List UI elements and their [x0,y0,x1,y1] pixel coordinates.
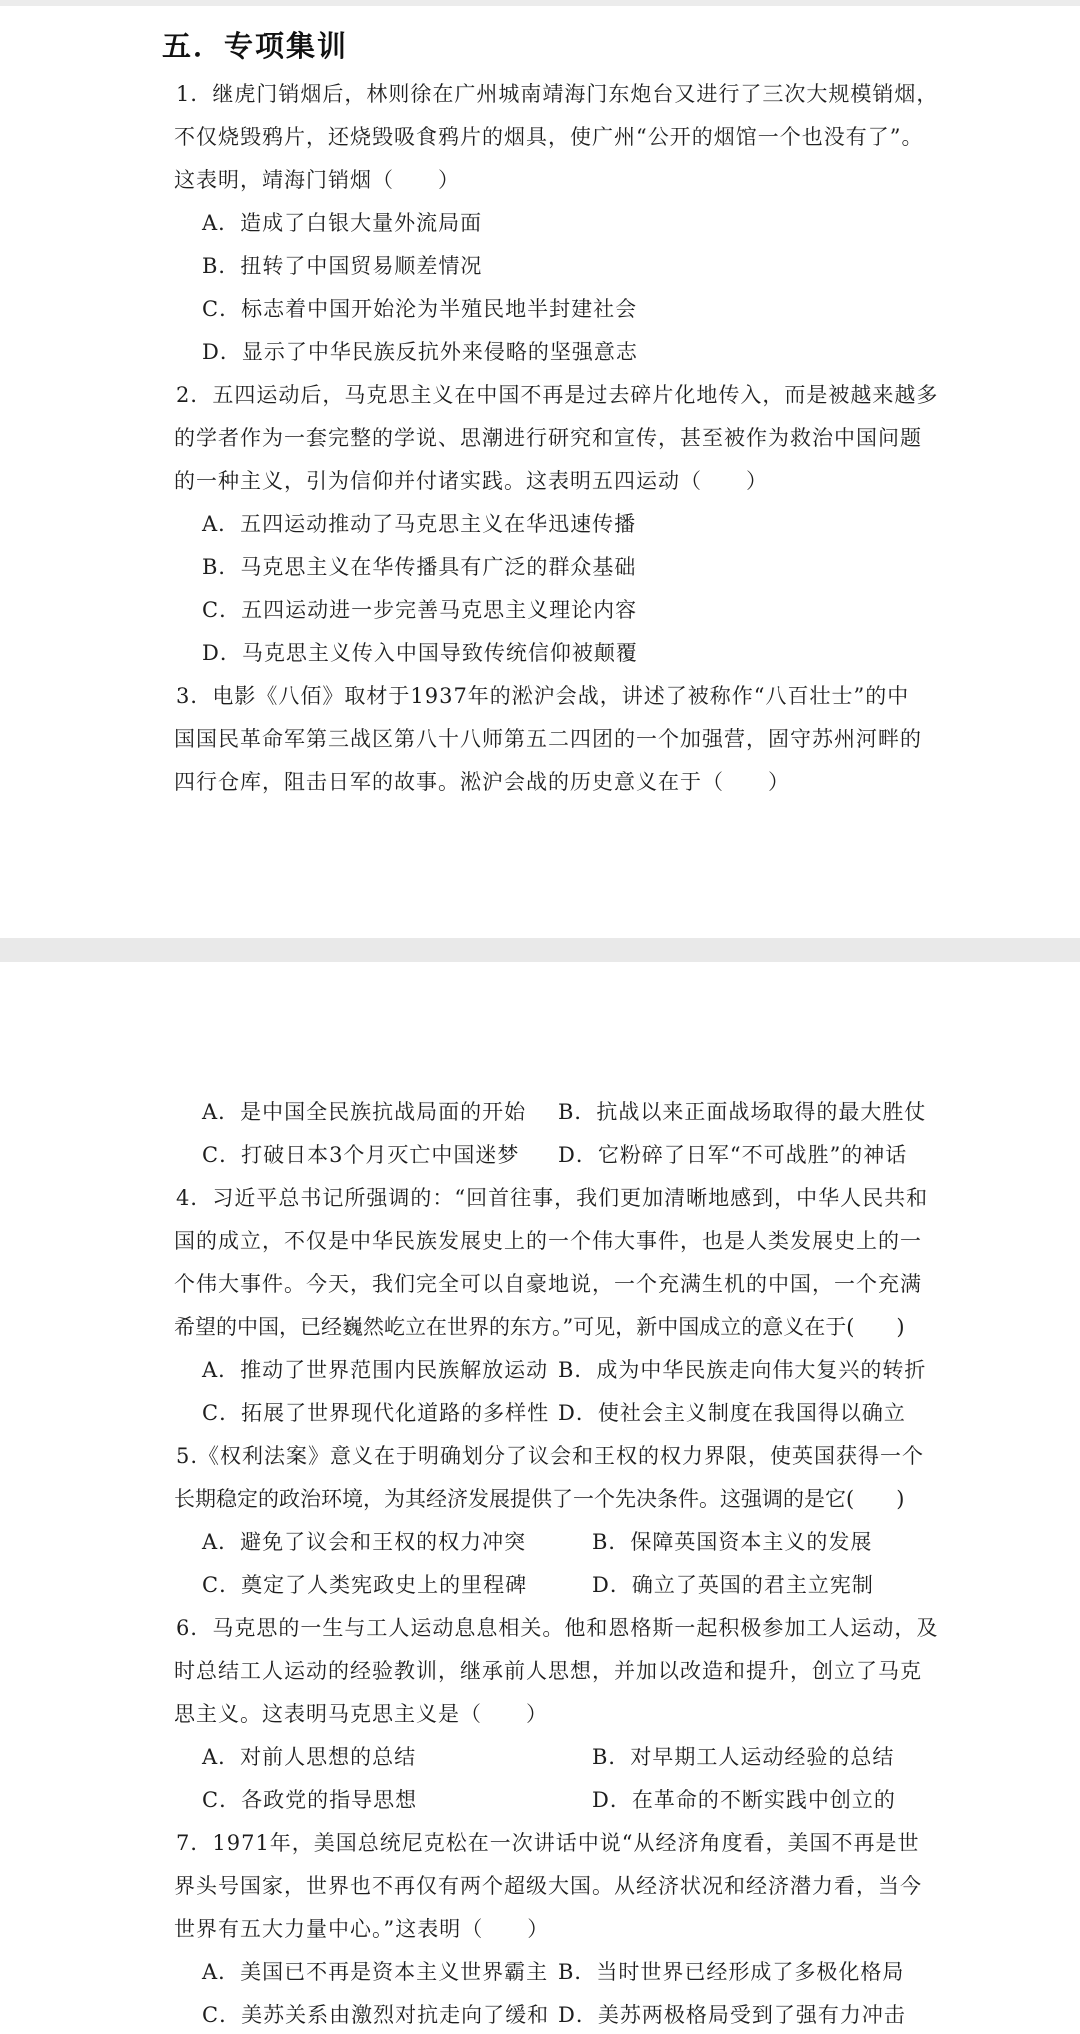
question-1-line-1: 1．继虎门销烟后，林则徐在广州城南靖海门东炮台又进行了三次大规模销烟， [176,82,939,106]
question-5-option-d: D．确立了英国的君主立宪制 [592,1573,874,1597]
question-3-option-a: A．是中国全民族抗战局面的开始 [202,1100,527,1124]
question-3-option-c: C．打破日本3个月灭亡中国迷梦 [202,1143,520,1167]
question-2-option-a: A．五四运动推动了马克思主义在华迅速传播 [202,512,637,536]
section-title: 五．专项集训 [162,29,349,63]
question-2-line-2: 的学者作为一套完整的学说、思潮进行研究和宣传，甚至被作为救治中国问题 [174,426,922,450]
question-2-option-d: D．马克思主义传入中国导致传统信仰被颠覆 [202,641,638,665]
question-4-option-d: D．使社会主义制度在我国得以确立 [558,1401,906,1425]
question-5-option-a: A．避免了议会和王权的权力冲突 [202,1530,527,1554]
question-6-option-c: C．各政党的指导思想 [202,1788,418,1812]
question-3-line-2: 国国民革命军第三战区第八十八师第五二四团的一个加强营，固守苏州河畔的 [174,727,922,751]
question-3-option-d: D．它粉碎了日军“不可战胜”的神话 [558,1143,908,1167]
question-6-option-d: D．在革命的不断实践中创立的 [592,1788,896,1812]
question-3-line-3: 四行仓库，阻击日军的故事。淞沪会战的历史意义在于（ ） [174,770,790,794]
question-1-option-c: C．标志着中国开始沦为半殖民地半封建社会 [202,297,638,321]
question-7-option-a: A．美国已不再是资本主义世界霸主 [202,1960,549,1984]
question-1-option-b: B．扭转了中国贸易顺差情况 [202,254,483,278]
question-5-line-2: 长期稳定的政治环境，为其经济发展提供了一个先决条件。这强调的是它( ) [174,1487,905,1511]
question-7-option-c: C．美苏关系由激烈对抗走向了缓和 [202,2003,550,2027]
question-4-line-2: 国的成立，不仅是中华民族发展史上的一个伟大事件，也是人类发展史上的一 [174,1229,922,1253]
question-6-option-b: B．对早期工人运动经验的总结 [592,1745,895,1769]
question-4-option-a: A．推动了世界范围内民族解放运动 [202,1358,549,1382]
question-4-line-4: 希望的中国，已经巍然屹立在世界的东方。”可见，新中国成立的意义在于( ) [174,1315,905,1339]
question-7-line-1: 7．1971年，美国总统尼克松在一次讲话中说“从经济角度看，美国不再是世 [176,1831,920,1855]
question-6-line-1: 6．马克思的一生与工人运动息息相关。他和恩格斯一起积极参加工人运动，及 [176,1616,939,1640]
question-3-line-1: 3．电影《八佰》取材于1937年的淞沪会战，讲述了被称作“八百壮士”的中 [176,684,910,708]
question-4-option-c: C．拓展了世界现代化道路的多样性 [202,1401,550,1425]
question-1-line-3: 这表明，靖海门销烟（ ） [174,168,460,192]
question-7-line-2: 界头号国家，世界也不再仅有两个超级大国。从经济状况和经济潜力看，当今 [174,1874,922,1898]
question-5-option-b: B．保障英国资本主义的发展 [592,1530,873,1554]
page-separator [0,938,1080,962]
question-4-line-1: 4．习近平总书记所强调的：“回首往事，我们更加清晰地感到，中华人民共和 [176,1186,929,1210]
question-2-option-b: B．马克思主义在华传播具有广泛的群众基础 [202,555,637,579]
question-3-option-b: B．抗战以来正面战场取得的最大胜仗 [558,1100,927,1124]
question-7-option-b: B．当时世界已经形成了多极化格局 [558,1960,905,1984]
question-4-option-b: B．成为中华民族走向伟大复兴的转折 [558,1358,927,1382]
question-6-option-a: A．对前人思想的总结 [202,1745,417,1769]
question-7-option-d: D．美苏两极格局受到了强有力冲击 [558,2003,906,2027]
question-1-option-a: A．造成了白银大量外流局面 [202,211,483,235]
worksheet-page-1 [0,0,1080,938]
question-5-line-1: 5.《权利法案》意义在于明确划分了议会和王权的权力界限，使英国获得一个 [176,1444,925,1468]
question-7-line-3: 世界有五大力量中心。”这表明（ ） [174,1917,550,1941]
question-6-line-2: 时总结工人运动的经验教训，继承前人思想，并加以改造和提升，创立了马克 [174,1659,922,1683]
question-1-line-2: 不仅烧毁鸦片，还烧毁吸食鸦片的烟具，使广州“公开的烟馆一个也没有了”。 [174,125,924,149]
question-2-line-1: 2．五四运动后，马克思主义在中国不再是过去碎片化地传入，而是被越来越多 [176,383,939,407]
question-1-option-d: D．显示了中华民族反抗外来侵略的坚强意志 [202,340,638,364]
question-2-option-c: C．五四运动进一步完善马克思主义理论内容 [202,598,638,622]
question-6-line-3: 思主义。这表明马克思主义是（ ） [174,1702,548,1726]
question-2-line-3: 的一种主义，引为信仰并付诸实践。这表明五四运动（ ） [174,469,768,493]
question-4-line-3: 个伟大事件。今天，我们完全可以自豪地说，一个充满生机的中国，一个充满 [174,1272,922,1296]
question-5-option-c: C．奠定了人类宪政史上的里程碑 [202,1573,528,1597]
worksheet-page-2 [0,962,1080,2034]
